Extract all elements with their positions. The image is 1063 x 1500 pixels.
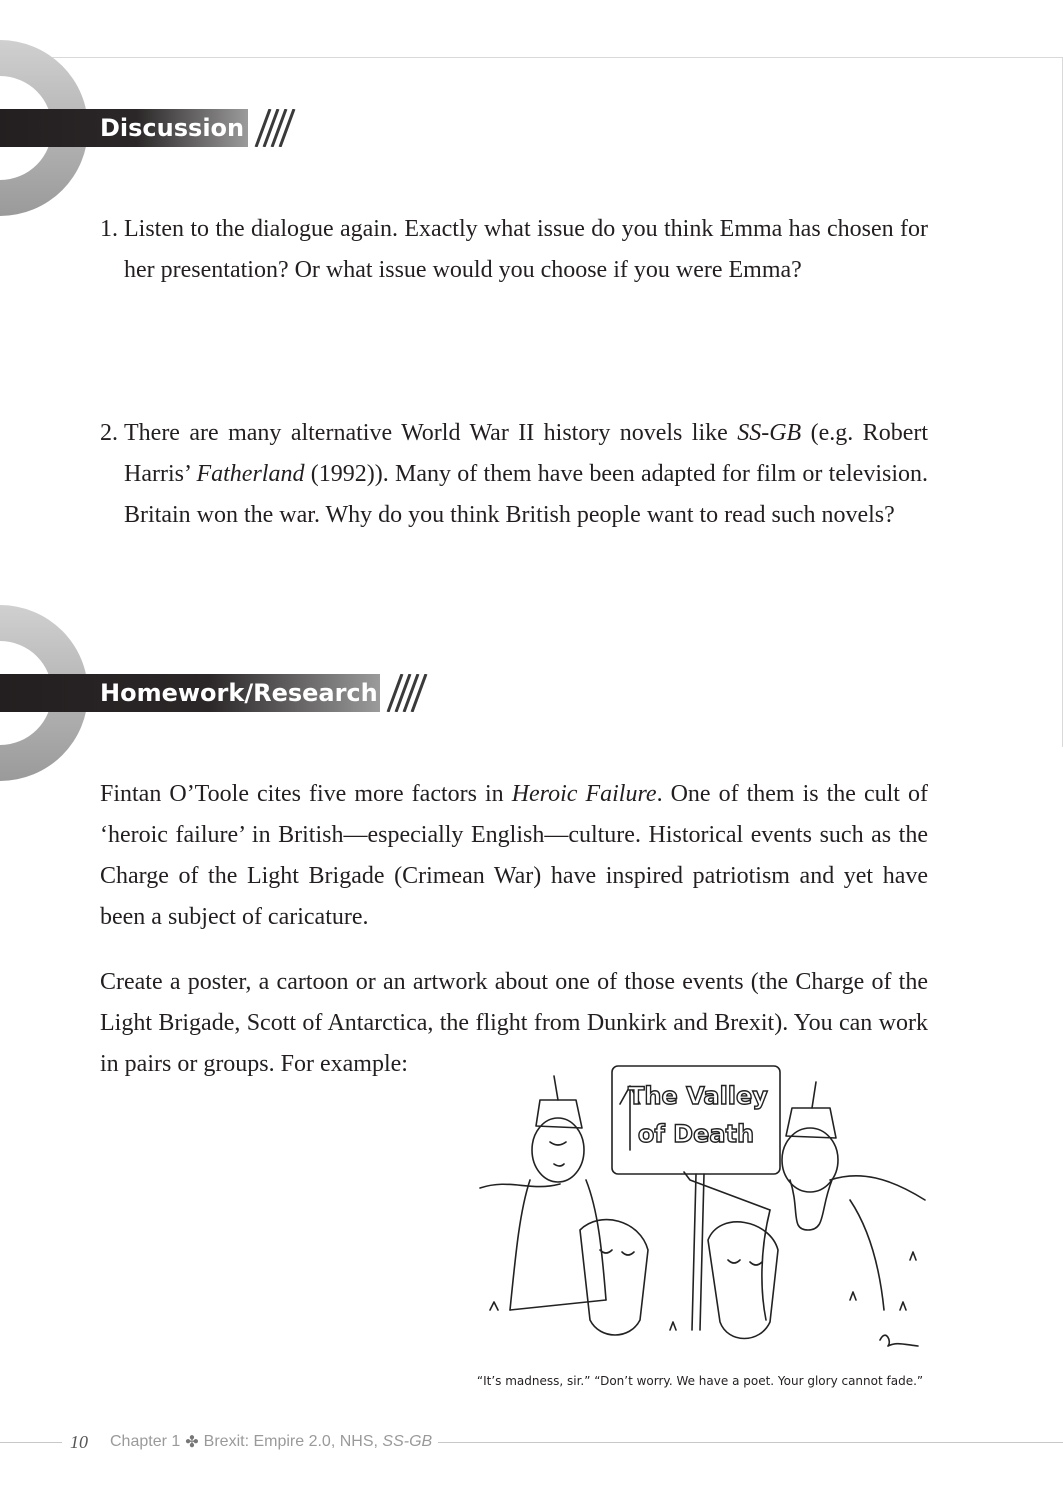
footer-title: Brexit: Empire 2.0, NHS, SS-GB xyxy=(203,1433,433,1450)
cartoon-illustration xyxy=(470,1060,930,1370)
homework-paragraph-1: Fintan O’Toole cites five more factors in Heroic Failure. One of them is the cult of ‘heroic failure’ in British—especially English—culture. Historical events such as the Charge of the Light Brigade (Crimean War) have inspired patriotism and yet have been a subject of caricature. xyxy=(100,781,928,930)
page-number: 10 xyxy=(70,1431,88,1452)
discussion-header-bar xyxy=(0,109,248,147)
discussion-item-2: 2. There are many alternative World War II history novels like SS-GB (e.g. Robert Harris’ Fatherland (1992)). Many of them have been adapted for film or television. Britain won the war. Why do you think British people want to read such novels? xyxy=(100,420,929,528)
cartoon-caption: “It’s madness, sir.” “Don’t worry. We have a poet. Your glory cannot fade.” xyxy=(476,1374,924,1388)
discussion-heading: Discussion xyxy=(100,114,245,142)
homework-paragraph-2: Create a poster, a cartoon or an artwork about one of those events (the Charge of the Light Brigade, Scott of Antarctica, the flight from Dunkirk and Brexit). You can work in pairs or groups. For example: xyxy=(100,969,928,1077)
footer-rule-left xyxy=(0,1442,62,1443)
footer-chapter: Chapter 1 xyxy=(110,1433,181,1450)
homework-heading: Homework/Research xyxy=(100,679,378,707)
page-footer xyxy=(62,1430,438,1454)
top-rule xyxy=(40,57,1063,58)
homework-header-bar xyxy=(0,674,380,712)
footer-separator-icon: ✤ xyxy=(185,1434,199,1451)
hatch-decoration xyxy=(380,674,430,712)
sign-text-line-2: of Death xyxy=(637,1120,755,1148)
sign-text-line-1: The Valley xyxy=(628,1082,768,1110)
discussion-item-1: 1. Listen to the dialogue again. Exactly what issue do you think Emma has chosen for her presentation? Or what issue would you choose if you were Emma? xyxy=(100,216,928,283)
footer-rule-right xyxy=(420,1442,1063,1443)
hatch-decoration xyxy=(248,109,298,147)
